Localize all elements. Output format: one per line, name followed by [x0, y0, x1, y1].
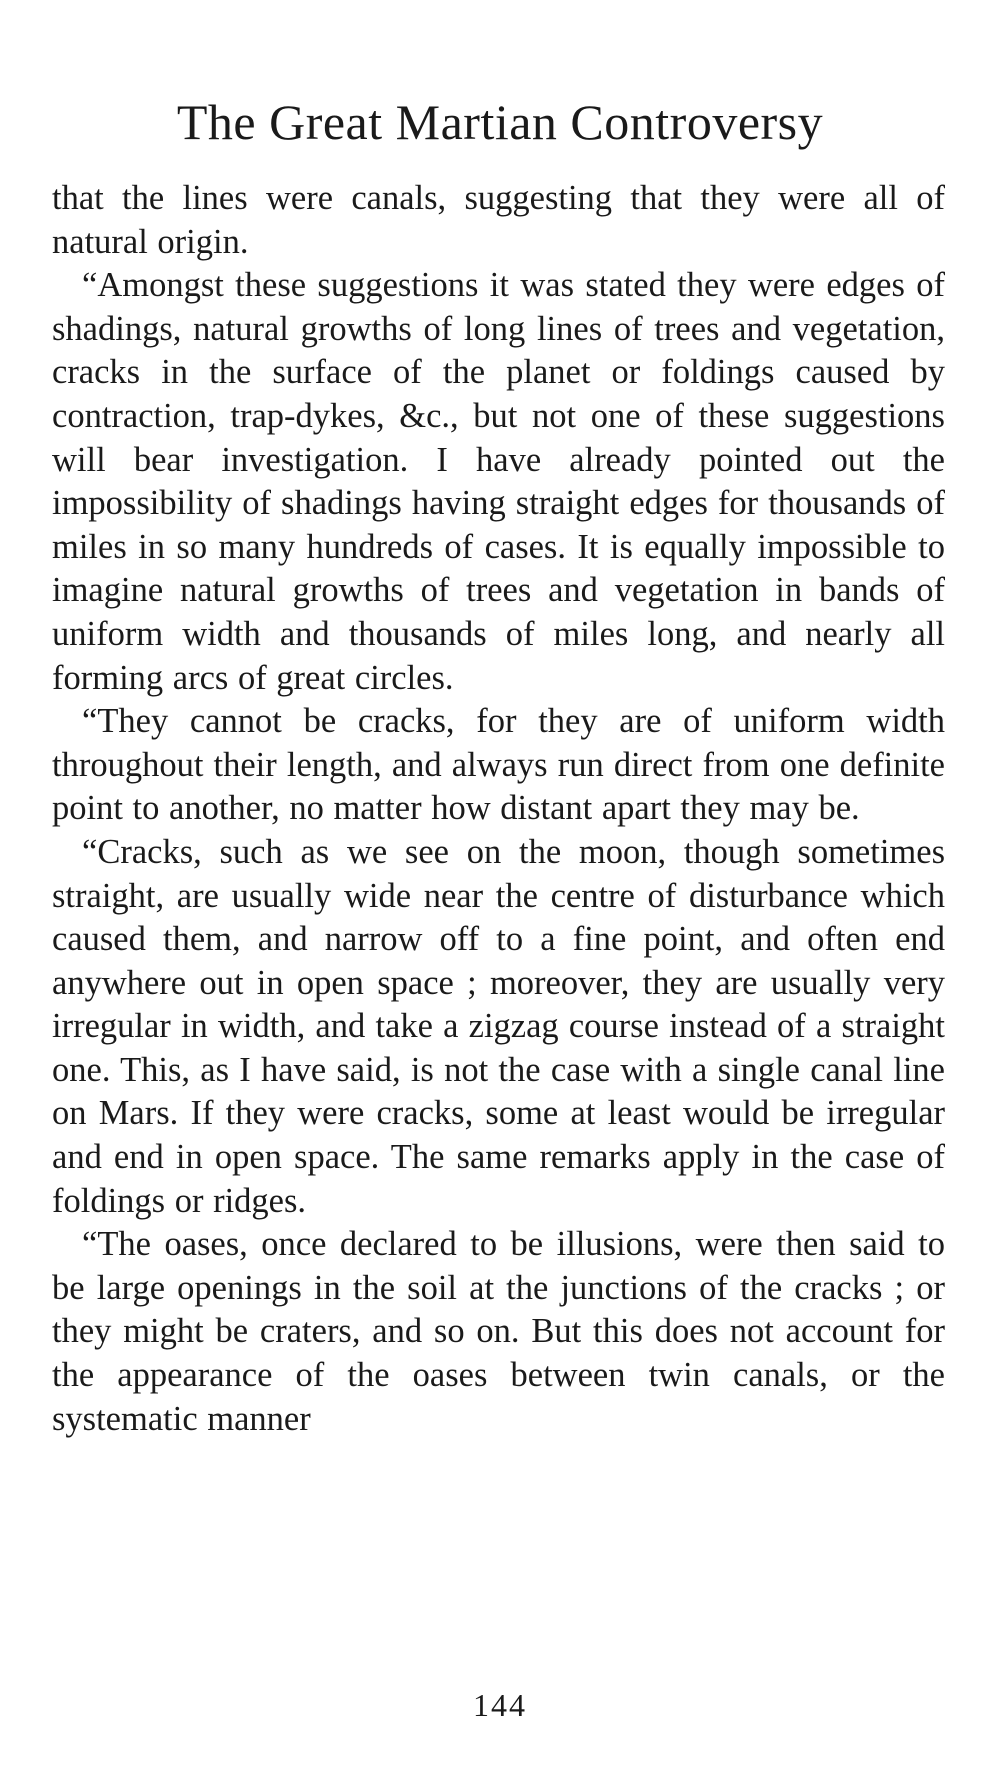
paragraph-2: “Amongst these suggestions it was stated they were edges of shadings, natural growths of long lines of trees and vegetation, cracks in the surface of the planet or foldings caused by contraction, trap-dykes, &c., but not one of these suggestions will bear investigation. I have already pointed out the impossibility of shadings having straight edges for thousands of miles in so many hundreds of cases. It is equally impossible to imagine natural growths of trees and vegetation in bands of uniform width and thousands of miles long, and nearly all forming arcs of great circles.	[52, 266, 945, 697]
running-head: The Great Martian Controversy	[176, 94, 824, 150]
paragraph-1: that the lines were canals, suggesting that they were all of natural origin.	[52, 179, 945, 261]
paragraph-4: “Cracks, such as we see on the moon, though sometimes straight, are usually wide near the centre of disturbance which caused them, and narrow off to a fine point, and often end anywhere out in open space ; moreover, they are usually very irregular in width, and take a zigzag course instead of a straight one. This, as I have said, is not the case with a single canal line on Mars. If they were cracks, some at least would be irregular and end in open space. The same remarks apply in the case of foldings or ridges.	[52, 832, 945, 1220]
paragraph-5: “The oases, once declared to be illusions, were then said to be large openings in the soil at the junctions of the cracks ; or they might be craters, and so on. But this does not account for the appearance of the oases between twin canals, or the systematic manner	[52, 1225, 945, 1438]
page-number: 144	[473, 1687, 527, 1723]
paragraph-3: “They cannot be cracks, for they are of uniform width throughout their length, and always run direct from one definite point to another, no matter how distant apart they may be.	[52, 702, 945, 828]
body-text	[52, 177, 945, 1441]
